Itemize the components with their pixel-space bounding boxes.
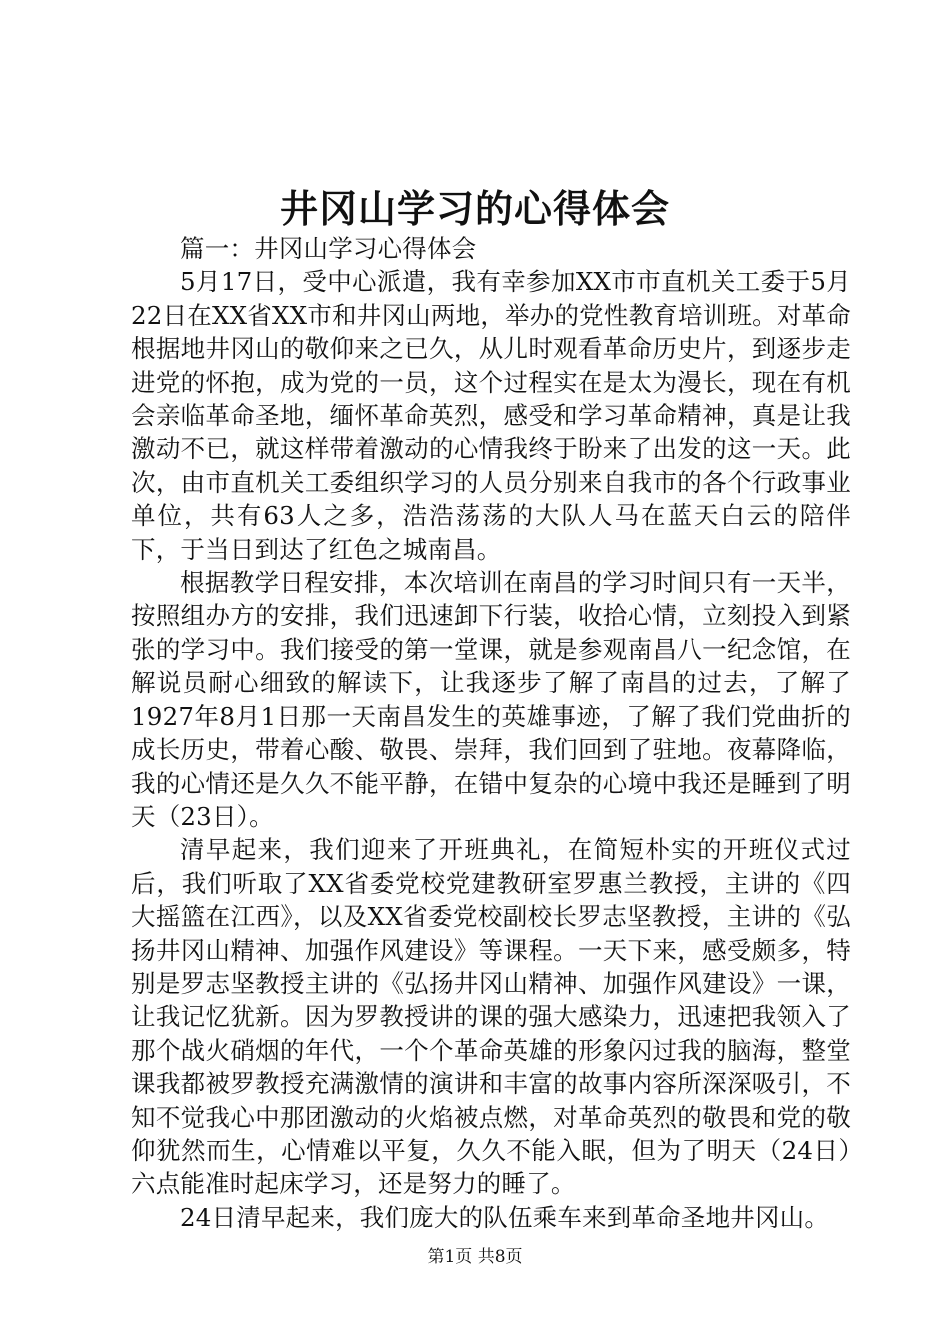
section-heading: 篇一：井冈山学习心得体会	[180, 234, 477, 263]
document-body	[131, 232, 851, 1234]
paragraph-1: 5月17日，受中心派遣，我有幸参加XX市市直机关工委于5月22日在XX省XX市和井冈山两地，举办的党性教育培训班。对革命根据地井冈山的敬仰来之已久，从儿时观看革命历史片，到逐步走进党的怀抱，成为党的一员，这个过程实在是太为漫长，现在有机会亲临革命圣地，缅怀革命英烈，感受和学习革命精神，真是让我激动不已，就这样带着激动的心情我终于盼来了出发的这一天。此次，由市直机关工委组织学习的人员分别来自我市的各个行政事业单位，共有63人之多，浩浩荡荡的大队人马在蓝天白云的陪伴下，于当日到达了红色之城南昌。	[131, 267, 851, 564]
paragraph-2: 根据教学日程安排，本次培训在南昌的学习时间只有一天半，按照组办方的安排，我们迅速卸下行装，收拾心情，立刻投入到紧张的学习中。我们接受的第一堂课，就是参观南昌八一纪念馆，在解说员耐心细致的解读下，让我逐步了解了南昌的过去，了解了1927年8月1日那一天南昌发生的英雄事迹，了解了我们党曲折的成长历史，带着心酸、敬畏、崇拜，我们回到了驻地。夜幕降临，我的心情还是久久不能平静，在错中复杂的心境中我还是睡到了明天（23日）。	[131, 568, 851, 831]
paragraph-4: 24日清早起来，我们庞大的队伍乘车来到革命圣地井冈山。	[180, 1202, 830, 1232]
paragraph-3: 清早起来，我们迎来了开班典礼，在简短朴实的开班仪式过后，我们听取了XX省委党校党建教研室罗惠兰教授，主讲的《四大摇篮在江西》，以及XX省委党校副校长罗志坚教授，主讲的《弘扬井冈山精神、加强作风建设》等课程。一天下来，感受颇多，特别是罗志坚教授主讲的《弘扬井冈山精神、加强作风建设》一课，让我记忆犹新。因为罗教授讲的课的强大感染力，迅速把我领入了那个战火硝烟的年代，一个个革命英雄的形象闪过我的脑海，整堂课我都被罗教授充满激情的演讲和丰富的故事内容所深深吸引，不知不觉我心中那团激动的火焰被点燃，对革命英烈的敬畏和党的敬仰犹然而生，心情难以平复，久久不能入眠，但为了明天（24日）六点能准时起床学习，还是努力的睡了。	[131, 835, 851, 1199]
document-title: 井冈山学习的心得体会	[279, 186, 670, 231]
page-footer: 第1页 共8页	[427, 1247, 523, 1267]
